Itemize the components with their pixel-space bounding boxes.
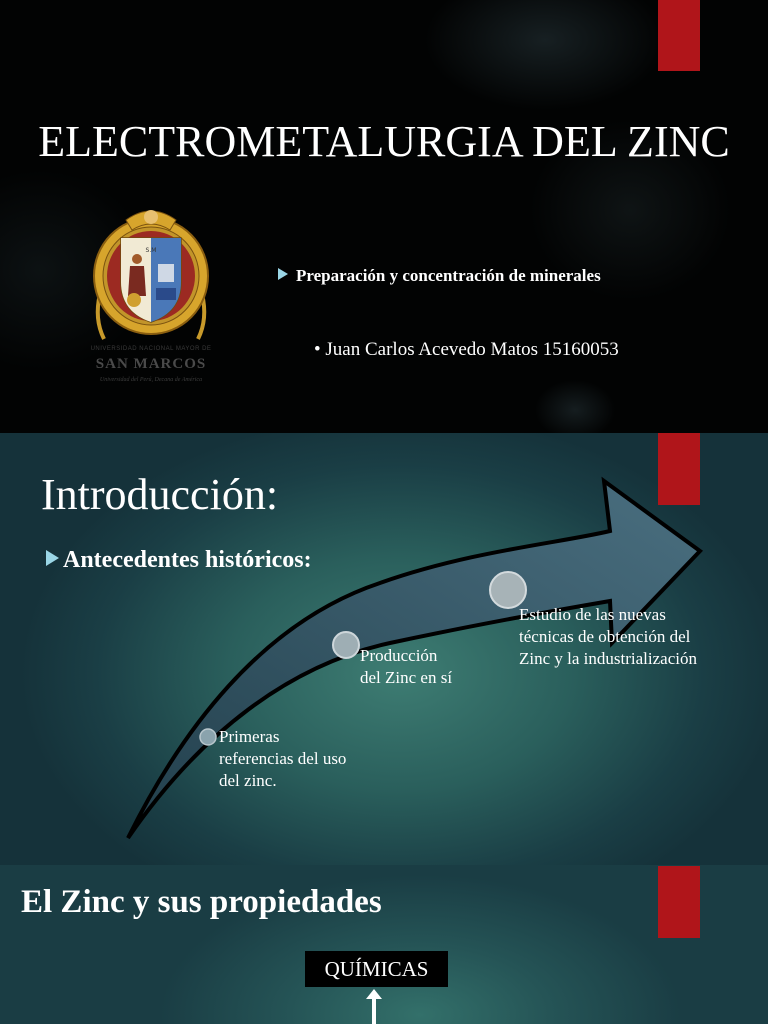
triangle-bullet-icon: [46, 550, 59, 566]
arrow-up-icon: [362, 987, 386, 1024]
subtitle-bullet: [278, 266, 601, 286]
presentation-title: ELECTROMETALURGIA DEL ZINC: [38, 117, 730, 166]
timeline-node-icon: [333, 632, 359, 658]
timeline-step-label: Estudio de las nuevas técnicas de obtención del Zinc y la industrialización: [519, 605, 697, 668]
svg-text:S.M: S.M: [145, 247, 157, 254]
title-slide: [0, 0, 768, 433]
university-seal-icon: [86, 204, 216, 344]
properties-slide: [0, 865, 768, 1024]
timeline-node-icon: [200, 729, 216, 745]
red-accent-tab: [658, 0, 700, 71]
red-accent-tab: [658, 866, 700, 938]
university-name-big: SAN MARCOS: [95, 356, 207, 372]
quimicas-box: QUÍMICAS: [305, 951, 448, 987]
slide-title: El Zinc y sus propiedades: [21, 884, 382, 920]
triangle-bullet-icon: [278, 268, 288, 280]
slide-title: Introducción:: [41, 470, 279, 519]
timeline-step-label: Primeras referencias del uso del zinc.: [219, 727, 347, 790]
author-bullet: [314, 339, 619, 361]
subtitle-text: Preparación y concentración de minerales: [296, 266, 601, 285]
university-name-line: UNIVERSIDAD NACIONAL MAYOR DE: [90, 346, 212, 352]
timeline-step-label: Producción del Zinc en sí: [360, 646, 453, 687]
section-bullet: [46, 547, 312, 574]
timeline-node-icon: [490, 572, 526, 608]
intro-slide: [0, 433, 768, 865]
dot-bullet-icon: •: [314, 339, 326, 360]
university-motto: Universidad del Perú, Decana de América: [99, 377, 203, 383]
author-text: Juan Carlos Acevedo Matos 15160053: [325, 339, 619, 360]
section-bullet-text: Antecedentes históricos:: [63, 547, 312, 573]
